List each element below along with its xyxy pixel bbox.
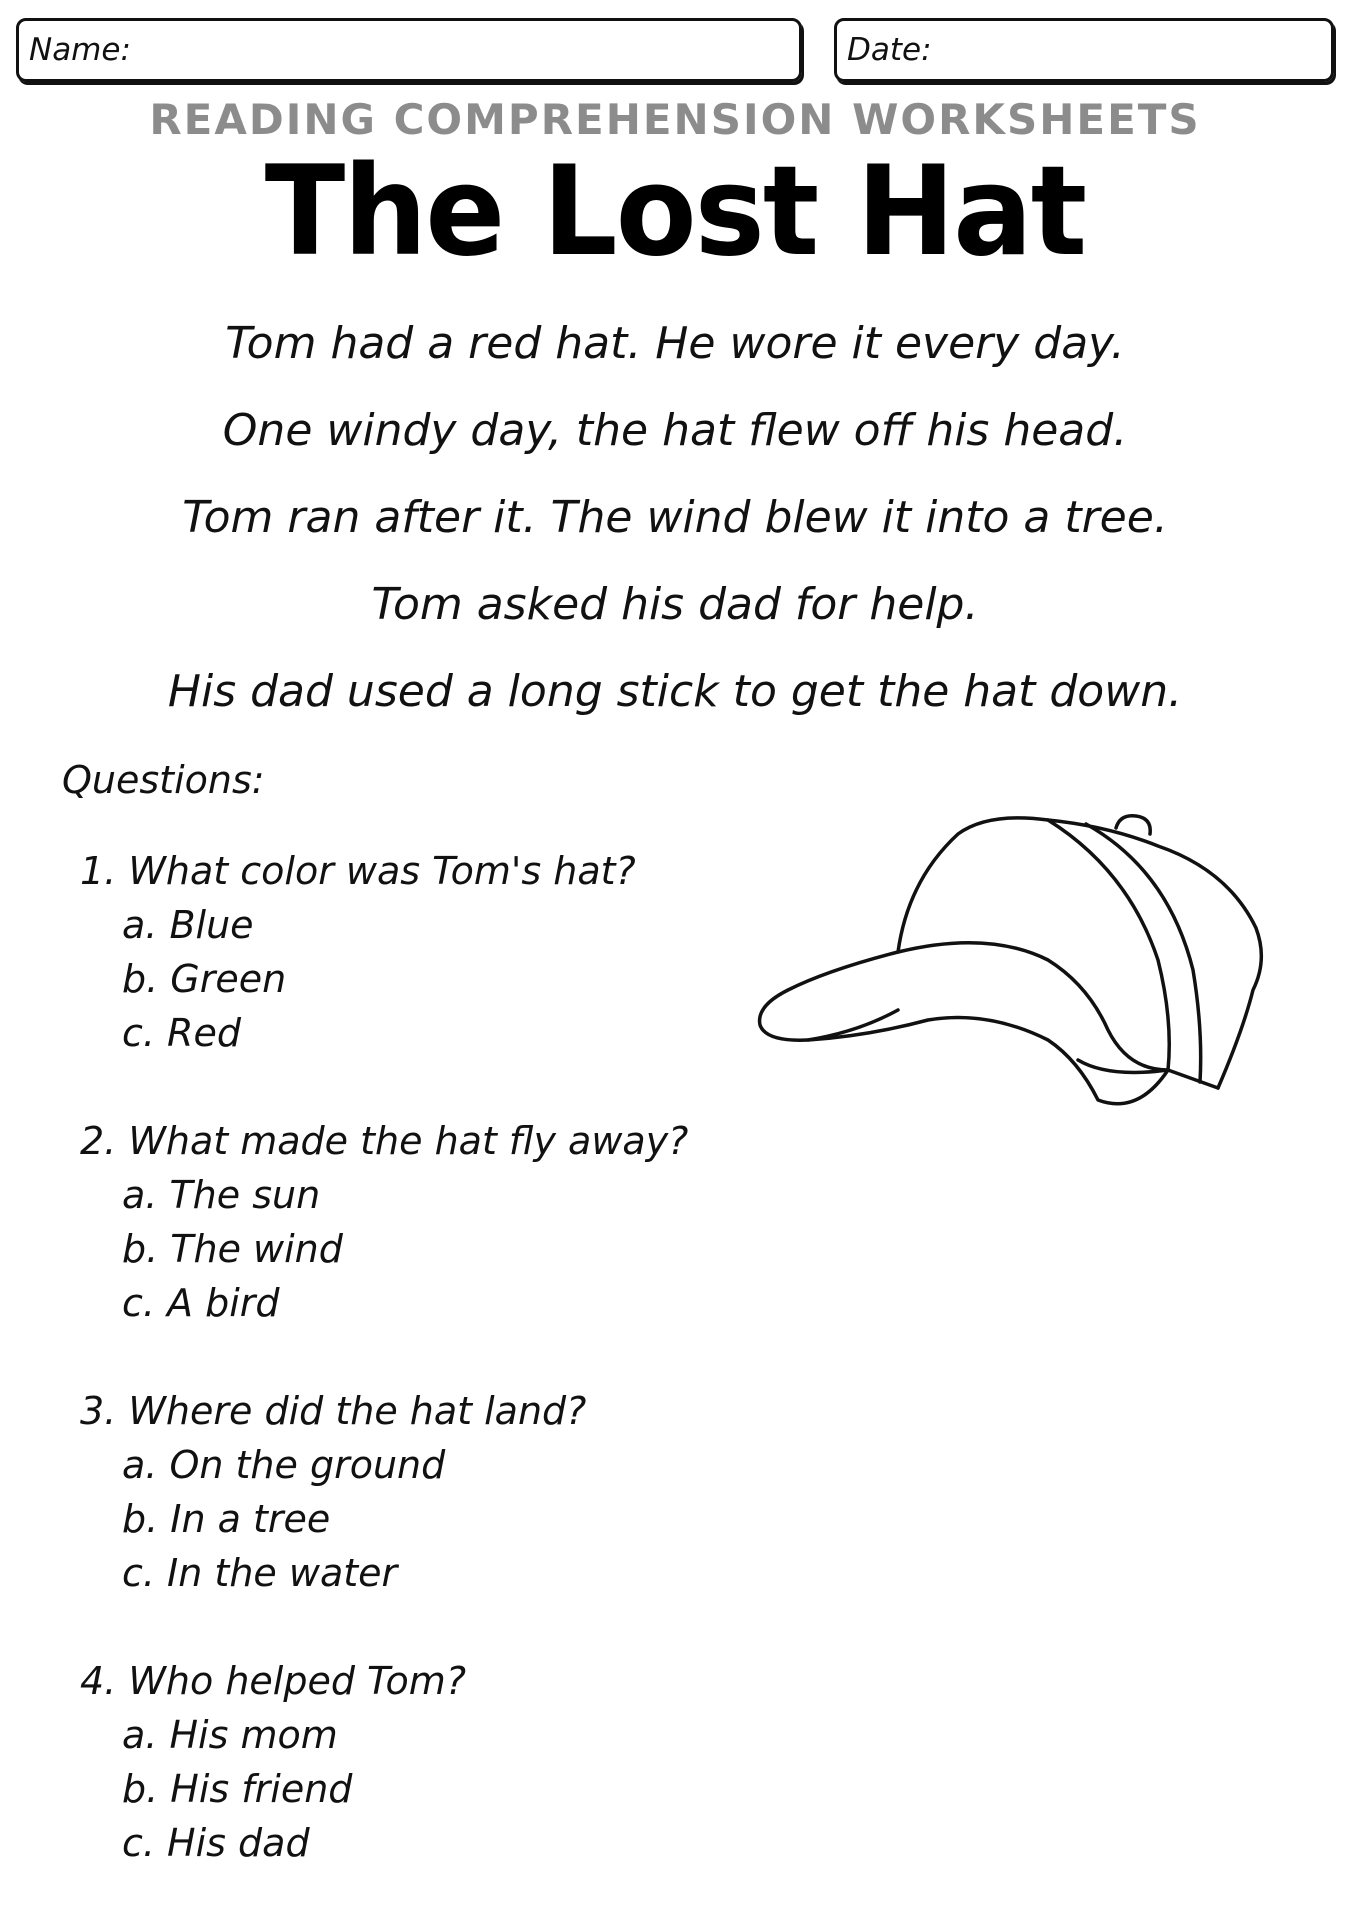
question-3	[80, 1384, 586, 1600]
question-4	[80, 1654, 466, 1870]
question-text: 4. Who helped Tom?	[80, 1659, 466, 1703]
questions-heading: Questions:	[62, 758, 265, 802]
story-line: His dad used a long stick to get the hat down.	[167, 666, 1183, 717]
story-line: Tom asked his dad for help.	[371, 579, 979, 630]
date-label: Date:	[847, 32, 932, 68]
question-text: 1. What color was Tom's hat?	[80, 849, 636, 893]
answer-option: a. Blue	[122, 903, 254, 947]
name-label: Name:	[29, 32, 131, 68]
page-title: The Lost Hat	[264, 138, 1086, 284]
story-line: Tom had a red hat. He wore it every day.	[225, 318, 1125, 369]
name-field[interactable]	[16, 18, 802, 82]
question-text: 3. Where did the hat land?	[80, 1389, 587, 1433]
answer-option: b. Green	[122, 957, 287, 1001]
answer-option: c. In the water	[122, 1551, 398, 1595]
question-text: 2. What made the hat fly away?	[80, 1119, 689, 1163]
baseball-cap-icon	[748, 810, 1268, 1120]
worksheet-subtitle: READING COMPREHENSION WORKSHEETS	[149, 95, 1201, 144]
question-2	[80, 1114, 688, 1330]
answer-option: c. A bird	[122, 1281, 280, 1325]
answer-option: c. Red	[122, 1011, 241, 1055]
answer-option: c. His dad	[122, 1821, 310, 1865]
answer-option: b. The wind	[122, 1227, 343, 1271]
story-passage	[0, 300, 1350, 735]
answer-option: a. On the ground	[122, 1443, 446, 1487]
answer-option: b. In a tree	[122, 1497, 331, 1541]
story-line: Tom ran after it. The wind blew it into a tree.	[182, 492, 1168, 543]
answer-option: b. His friend	[122, 1767, 353, 1811]
question-1	[80, 844, 636, 1060]
answer-option: a. His mom	[122, 1713, 338, 1757]
answer-option: a. The sun	[122, 1173, 321, 1217]
date-field[interactable]	[834, 18, 1334, 82]
story-line: One windy day, the hat flew off his head.	[222, 405, 1128, 456]
